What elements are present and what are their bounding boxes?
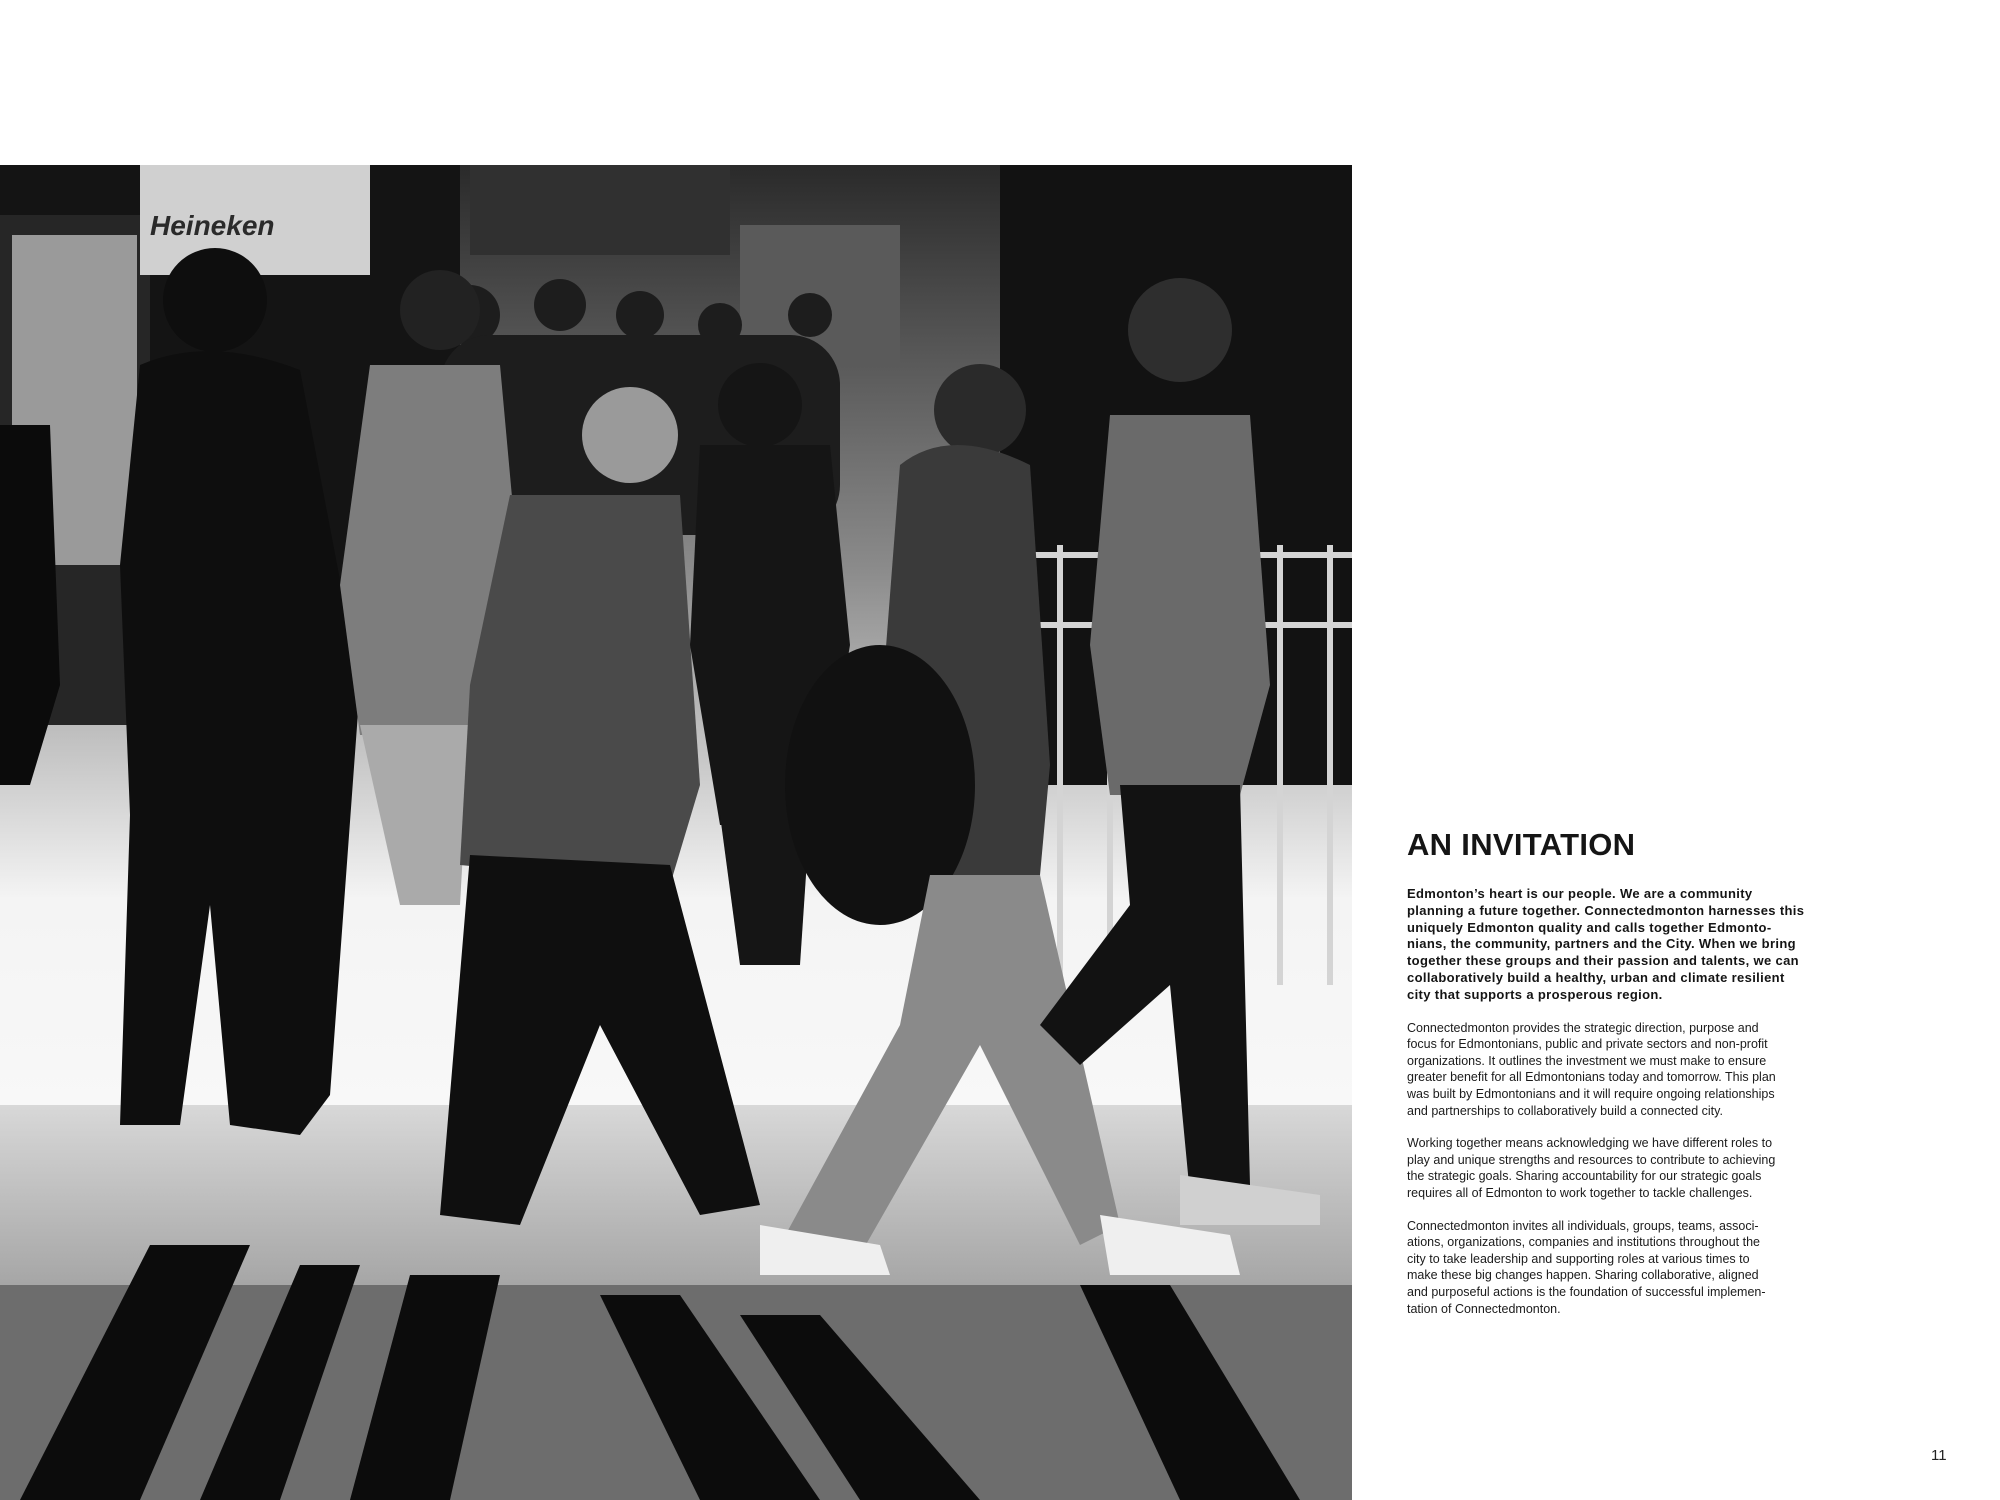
heineken-sign: Heineken bbox=[150, 210, 275, 241]
lead-paragraph: Edmonton’s heart is our people. We are a community planning a future together. Connectedmonton harnesses this uniquely Edmonton quality and calls together Edmonto- nians, the community, partners and the City. When we bring together these groups and their passion and talents, we can collaboratively build a healthy, urban and climate resilient city that supports a prosperous region. bbox=[1407, 886, 1805, 1002]
street-crowd-photo bbox=[0, 165, 1352, 1500]
body-paragraph: Connectedmonton provides the strategic direction, purpose and focus for Edmontonians, public and private sectors and non-profit organizations. It outlines the investment we must make to ensure greater benefit for all Edmontonians today and tomorrow. This plan was built by Edmontonians and it will require ongoing relationships and partnerships to collaboratively build a connected city. bbox=[1407, 1020, 1776, 1118]
body-paragraph: Connectedmonton invites all individuals, groups, teams, associ- ations, organizations, companies and institutions throughout the city to take leadership and supporting roles at various times to make these big changes happen. Sharing collaborative, aligned and purposeful actions is the foundation of successful implemen- tation of Connectedmonton. bbox=[1407, 1218, 1766, 1316]
page-title: AN INVITATION bbox=[1407, 827, 1636, 862]
page-number: 11 bbox=[1931, 1447, 1947, 1464]
body-paragraph: Working together means acknowledging we have different roles to play and unique strengths and resources to contribute to achieving the strategic goals. Sharing accountability for our strategic goals requires all of Edmonton to work together to tackle challenges. bbox=[1407, 1136, 1776, 1201]
article-column bbox=[1407, 828, 1827, 1333]
crowd-photo-illustration bbox=[0, 165, 1352, 1500]
